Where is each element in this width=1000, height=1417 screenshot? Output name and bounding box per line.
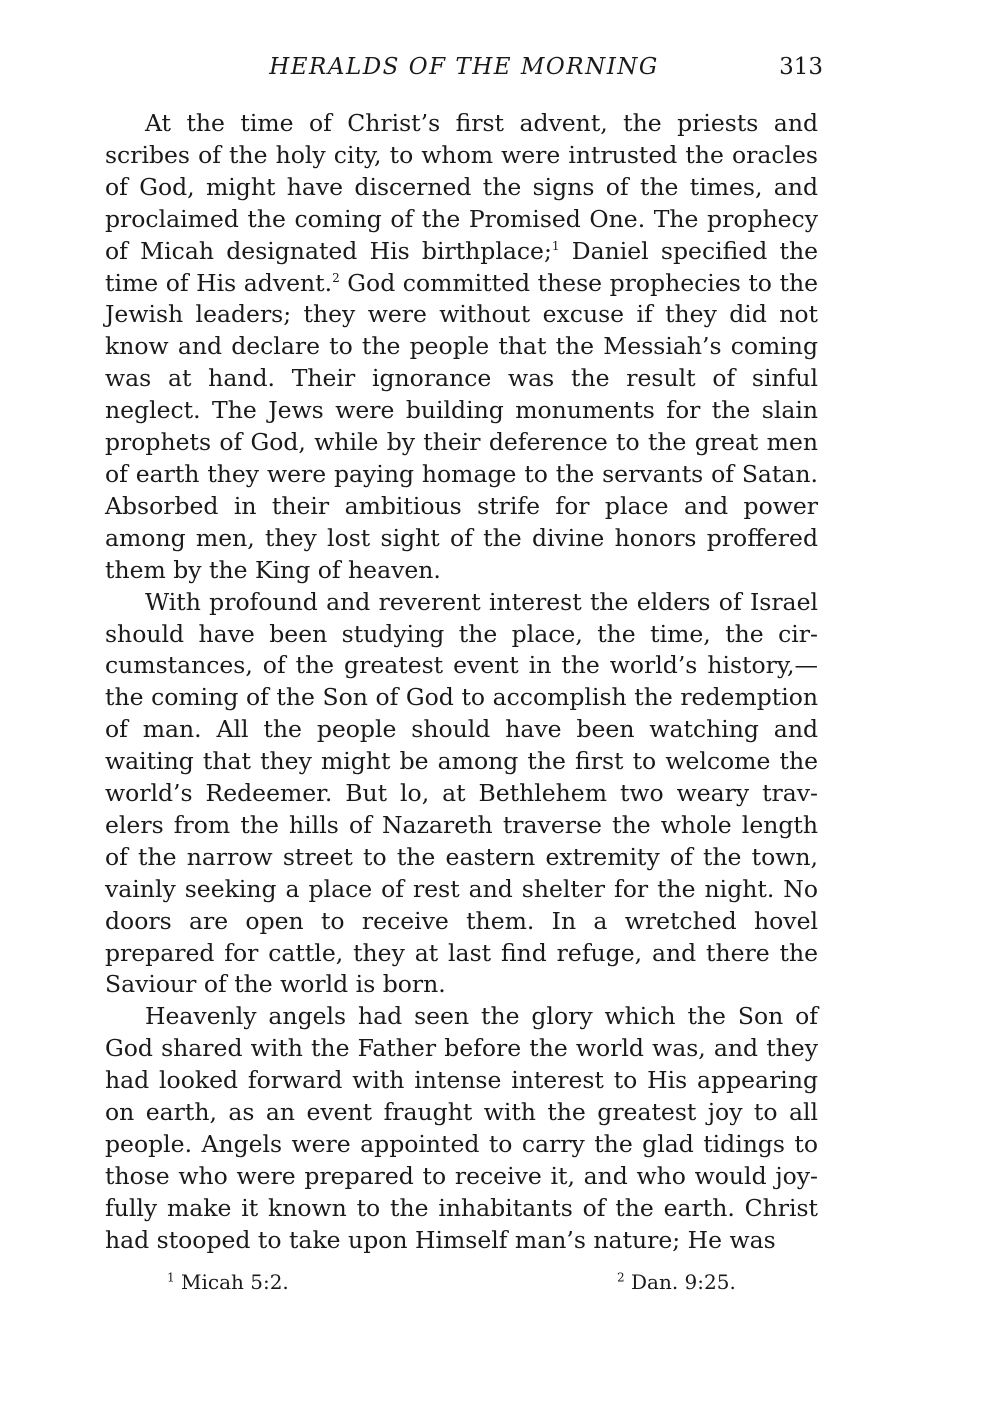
footnote-ref-2: 2 (332, 270, 340, 285)
paragraph-3: Heavenly angels had seen the glory which the Son of God shared with the Father before the world was, and they had looked forward with intense interest to His appearing on earth, as an event fraught with the greatest joy to all people. Angels were appointed to carry the glad tidings to those who were prepared to receive it, and who would joyfully make it known to the inhabitants of the earth. Christ had stooped to take upon Himself man’s nature; He was (105, 1002, 818, 1254)
page-number: 313 (779, 54, 823, 80)
footnote-1 (167, 1270, 289, 1294)
paragraph-1 (105, 108, 818, 587)
body-text (105, 108, 818, 1257)
running-header (105, 54, 823, 88)
footnote-2-text: Dan. 9:25. (631, 1270, 736, 1294)
paragraph-2: With profound and reverent interest the elders of Israel should have been studying the place, the time, the circumstances, of the greatest event in the world’s history,— the coming of the Son of God to accomplish the redemption of man. All the people should have been watching and waiting that they might be among the first to welcome the world’s Redeemer. But lo, at Bethlehem two weary travelers from the hills of Nazareth traverse the whole length of the narrow street to the eastern extremity of the town, vainly seeking a place of rest and shelter for the night. No doors are open to receive them. In a wretched hovel prepared for cattle, they at last find refuge, and there the Saviour of the world is born. (105, 587, 818, 999)
footnote-1-text: Micah 5:2. (181, 1270, 289, 1294)
footnote-ref-1: 1 (551, 238, 560, 253)
paragraph-1-part-3: God committed these prophecies to the Jewish leaders; they were without excuse if they did not know and declare to the people that the Messiah’s coming was at hand. Their ignorance was the result of sinful neglect. The Jews were building monuments for the slain prophets of God, while by their deference to the great men of earth they were paying homage to the servants of Satan. Absorbed in their ambitious strife for place and power among men, they lost sight of the divine honors proffered them by the King of heaven. (105, 268, 818, 584)
paragraph-1-part-1: At the time of Christ’s first advent, the priests and scribes of the holy city, to whom were intrusted the oracles of God, might have discerned the signs of the times, and proclaimed the coming of the Promised One. The prophecy of Micah designated His birthplace; (105, 109, 818, 265)
paragraph-1-part-2: Daniel specified the time of His advent. (105, 236, 818, 297)
footnote-1-mark: 1 (167, 1270, 175, 1285)
footnote-2-mark: 2 (617, 1270, 625, 1285)
running-title: HERALDS OF THE MORNING (269, 54, 659, 80)
footnotes (105, 1270, 823, 1300)
footnote-2 (617, 1270, 736, 1294)
